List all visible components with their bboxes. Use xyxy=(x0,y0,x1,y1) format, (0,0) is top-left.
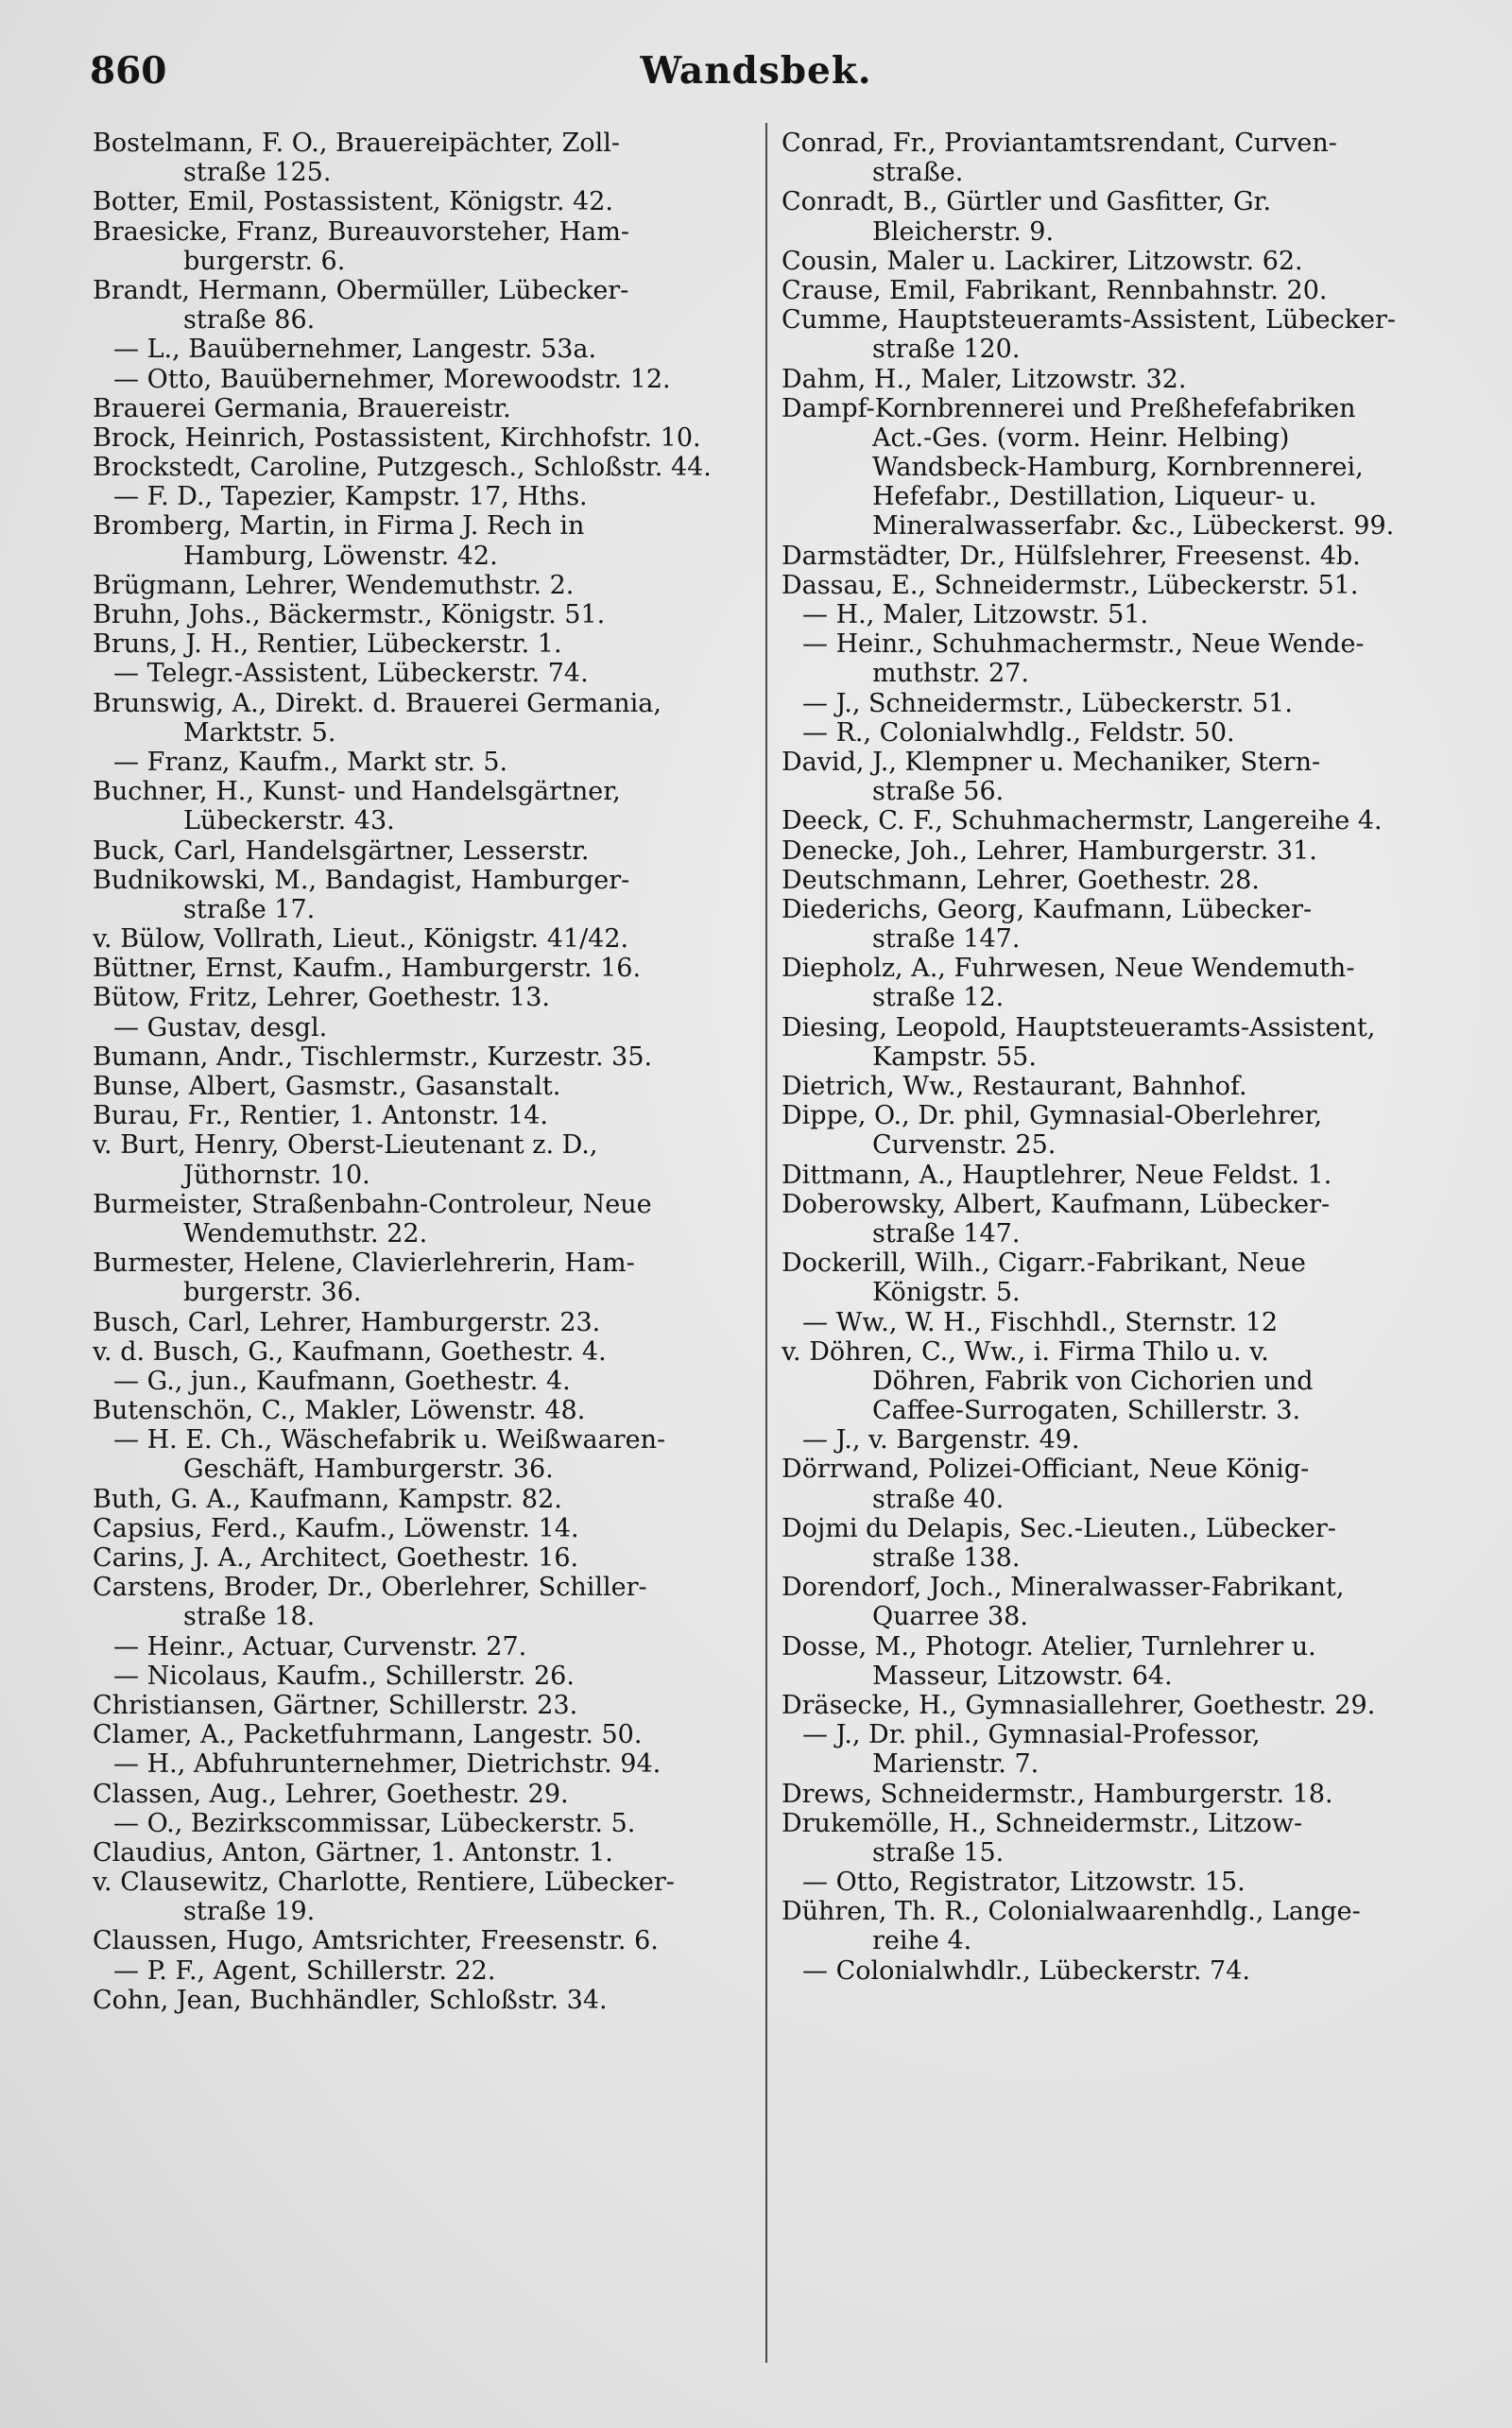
entry-name-line: Carins, J. A., Architect, Goethestr. 16. xyxy=(93,1543,579,1573)
entry-continuation-line: Act.-Ges. (vorm. Heinr. Helbing) xyxy=(872,422,1290,453)
directory-entry xyxy=(782,129,1454,187)
entry-continuation-line: straße 40. xyxy=(872,1484,1005,1514)
entry-name-line: Dosse, M., Photogr. Atelier, Turnlehrer u. xyxy=(782,1631,1316,1662)
entry-name-line: Diederichs, Georg, Kaufmann, Lübecker- xyxy=(782,894,1313,924)
entry-continuation-line: straße 125. xyxy=(183,158,332,188)
entry-name-line: Doberowsky, Albert, Kaufmann, Lübecker- xyxy=(782,1189,1331,1219)
directory-entry xyxy=(93,629,754,659)
entry-name-line: — Nicolaus, Kaufm., Schillerstr. 26. xyxy=(113,1661,575,1691)
directory-entry xyxy=(782,365,1454,394)
directory-entry xyxy=(782,895,1454,954)
entry-continuation-line: Döhren, Fabrik von Cichorien und xyxy=(872,1366,1314,1396)
entry-name-line: Claudius, Anton, Gärtner, 1. Antonstr. 1. xyxy=(93,1837,613,1868)
directory-entry xyxy=(93,1367,754,1396)
directory-entry xyxy=(782,866,1454,895)
directory-entry xyxy=(93,659,754,688)
directory-entry xyxy=(93,511,754,570)
directory-entry xyxy=(782,187,1454,246)
entry-name-line: Dampf-Kornbrennerei und Preßhefefabriken xyxy=(782,393,1356,423)
page-number: 860 xyxy=(90,49,167,93)
entry-name-line: Dippe, O., Dr. phil, Gymnasial-Oberlehrer, xyxy=(782,1101,1323,1131)
directory-entry xyxy=(782,1780,1454,1809)
entry-continuation-line: Curvenstr. 25. xyxy=(872,1130,1057,1161)
directory-entry xyxy=(93,1691,754,1720)
entry-continuation-line: Marktstr. 5. xyxy=(183,717,336,748)
entry-name-line: Busch, Carl, Lehrer, Hamburgerstr. 23. xyxy=(93,1307,601,1337)
entry-continuation-line: straße 120. xyxy=(872,335,1021,365)
entry-name-line: Dassau, E., Schneidermstr., Lübeckerstr. 51. xyxy=(782,570,1359,600)
directory-entry xyxy=(782,1632,1454,1691)
entry-name-line: Cumme, Hauptsteueramts-Assistent, Lübecker- xyxy=(782,305,1397,336)
entry-name-line: Brügmann, Lehrer, Wendemuthstr. 2. xyxy=(93,570,575,600)
entry-name-line: Dietrich, Ww., Restaurant, Bahnhof. xyxy=(782,1072,1247,1101)
directory-entry xyxy=(93,571,754,600)
entry-name-line: Dahm, H., Maler, Litzowstr. 32. xyxy=(782,364,1187,394)
entry-continuation-line: straße 12. xyxy=(872,983,1005,1013)
entry-name-line: — H. E. Ch., Wäschefabrik u. Weißwaaren- xyxy=(113,1425,666,1455)
directory-entry xyxy=(93,1013,754,1042)
entry-name-line: — H., Maler, Litzowstr. 51. xyxy=(802,600,1149,629)
directory-entry xyxy=(782,394,1454,542)
entry-name-line: — L., Bauübernehmer, Langestr. 53a. xyxy=(113,335,597,365)
directory-entry xyxy=(93,1868,754,1926)
directory-entry xyxy=(93,1986,754,2015)
entry-name-line: Conrad, Fr., Proviantamtsrendant, Curven- xyxy=(782,129,1337,158)
entry-name-line: Bostelmann, F. O., Brauereipächter, Zoll- xyxy=(93,129,621,158)
entry-continuation-line: Geschäft, Hamburgerstr. 36. xyxy=(183,1455,554,1485)
directory-entry xyxy=(93,187,754,216)
entry-continuation-line: Caffee-Surrogaten, Schillerstr. 3. xyxy=(872,1396,1301,1426)
entry-continuation-line: Wandsbeck-Hamburg, Kornbrennerei, xyxy=(872,453,1364,483)
directory-entry xyxy=(93,1396,754,1425)
entry-name-line: Braesicke, Franz, Bureauvorsteher, Ham- xyxy=(93,216,630,247)
directory-entry xyxy=(782,1101,1454,1160)
entry-continuation-line: burgerstr. 36. xyxy=(183,1278,362,1308)
entry-name-line: — P. F., Agent, Schillerstr. 22. xyxy=(113,1955,496,1986)
entry-name-line: Capsius, Ferd., Kaufm., Löwenstr. 14. xyxy=(93,1513,579,1543)
entry-name-line: Dojmi du Delapis, Sec.-Lieuten., Lübecker- xyxy=(782,1513,1336,1543)
entry-name-line: — O., Bezirkscommissar, Lübeckerstr. 5. xyxy=(113,1808,636,1838)
entry-name-line: — H., Abfuhrunternehmer, Dietrichstr. 94. xyxy=(113,1749,662,1780)
directory-entry xyxy=(93,453,754,482)
directory-entry xyxy=(782,1161,1454,1190)
directory-entry xyxy=(782,1425,1454,1455)
entry-name-line: Bruhn, Johs., Bäckermstr., Königstr. 51. xyxy=(93,600,606,629)
directory-entry xyxy=(93,276,754,335)
directory-entry xyxy=(782,806,1454,835)
entry-continuation-line: Kampstr. 55. xyxy=(872,1042,1037,1072)
entry-name-line: Brock, Heinrich, Postassistent, Kirchhofstr. 10. xyxy=(93,422,701,453)
entry-name-line: Drukemölle, H., Schneidermstr., Litzow- xyxy=(782,1808,1303,1838)
entry-continuation-line: straße 17. xyxy=(183,894,316,924)
entry-name-line: Classen, Aug., Lehrer, Goethestr. 29. xyxy=(93,1779,569,1809)
entry-continuation-line: Masseur, Litzowstr. 64. xyxy=(872,1661,1173,1691)
directory-entry xyxy=(93,1809,754,1838)
directory-entry xyxy=(93,689,754,748)
page-header xyxy=(0,49,1512,106)
entry-continuation-line: straße 18. xyxy=(183,1602,316,1632)
entry-name-line: David, J., Klempner u. Mechaniker, Stern- xyxy=(782,747,1321,777)
entry-name-line: Denecke, Joh., Lehrer, Hamburgerstr. 31. xyxy=(782,835,1317,866)
directory-entry xyxy=(782,1691,1454,1720)
entry-continuation-line: straße 147. xyxy=(872,1218,1021,1248)
directory-entry xyxy=(93,1956,754,1986)
entry-name-line: — F. D., Tapezier, Kampstr. 17, Hths. xyxy=(113,482,588,512)
directory-entry xyxy=(93,1573,754,1631)
directory-entry xyxy=(93,924,754,954)
directory-entry xyxy=(93,1780,754,1809)
entry-continuation-line: reihe 4. xyxy=(872,1926,972,1956)
directory-entry xyxy=(782,1897,1454,1955)
directory-entry xyxy=(782,1190,1454,1248)
directory-entry xyxy=(782,1809,1454,1868)
entry-name-line: Deeck, C. F., Schuhmachermstr, Langereihe 4. xyxy=(782,806,1383,836)
entry-name-line: Dörrwand, Polizei-Officiant, Neue König- xyxy=(782,1455,1310,1485)
entry-name-line: Carstens, Broder, Dr., Oberlehrer, Schiller- xyxy=(93,1573,647,1603)
entry-name-line: Cohn, Jean, Buchhändler, Schloßstr. 34. xyxy=(93,1985,608,2015)
directory-entry xyxy=(93,1130,754,1189)
directory-entry xyxy=(93,1248,754,1307)
entry-name-line: — Heinr., Actuar, Curvenstr. 27. xyxy=(113,1631,527,1662)
entry-continuation-line: Königstr. 5. xyxy=(872,1278,1021,1308)
directory-entry xyxy=(93,365,754,394)
entry-continuation-line: Jüthornstr. 10. xyxy=(183,1160,370,1190)
entry-name-line: — Colonialwhdlr., Lübeckerstr. 74. xyxy=(802,1955,1250,1986)
directory-entry xyxy=(782,1720,1454,1779)
directory-entry xyxy=(782,1573,1454,1631)
directory-entry xyxy=(93,394,754,423)
entry-name-line: Bunse, Albert, Gasmstr., Gasanstalt. xyxy=(93,1072,561,1101)
directory-entry xyxy=(93,482,754,511)
entry-continuation-line: burgerstr. 6. xyxy=(183,246,346,276)
directory-entry xyxy=(93,335,754,364)
directory-entry xyxy=(93,1072,754,1101)
directory-entry xyxy=(782,542,1454,571)
directory-entry xyxy=(93,600,754,629)
entry-name-line: Diepholz, A., Fuhrwesen, Neue Wendemuth- xyxy=(782,954,1355,984)
entry-name-line: v. Clausewitz, Charlotte, Rentiere, Lübecker- xyxy=(93,1868,675,1898)
directory-entry xyxy=(782,1337,1454,1426)
directory-entry xyxy=(93,1101,754,1130)
entry-name-line: Dühren, Th. R., Colonialwaarenhdlg., Lange- xyxy=(782,1897,1361,1927)
entry-name-line: Burmester, Helene, Clavierlehrerin, Ham- xyxy=(93,1248,635,1279)
entry-name-line: Botter, Emil, Postassistent, Königstr. 42. xyxy=(93,187,613,217)
directory-entry xyxy=(782,600,1454,629)
directory-entry xyxy=(782,1248,1454,1307)
entry-continuation-line: Hefefabr., Destillation, Liqueur- u. xyxy=(872,482,1317,512)
entry-name-line: Dorendorf, Joch., Mineralwasser-Fabrikant, xyxy=(782,1573,1345,1603)
directory-entry xyxy=(93,217,754,276)
entry-name-line: Crause, Emil, Fabrikant, Rennbahnstr. 20. xyxy=(782,275,1328,305)
entry-name-line: v. Döhren, C., Ww., i. Firma Thilo u. v. xyxy=(782,1336,1269,1367)
entry-continuation-line: straße 15. xyxy=(872,1837,1005,1868)
entry-name-line: — J., v. Bargenstr. 49. xyxy=(802,1425,1080,1455)
directory-entry xyxy=(93,954,754,983)
directory-entry xyxy=(93,748,754,777)
entry-name-line: Burmeister, Straßenbahn-Controleur, Neue xyxy=(93,1189,652,1219)
directory-entry xyxy=(93,777,754,835)
entry-name-line: Bromberg, Martin, in Firma J. Rech in xyxy=(93,511,585,542)
entry-name-line: Brauerei Germania, Brauereistr. xyxy=(93,393,511,423)
directory-entry xyxy=(93,1190,754,1248)
directory-entry xyxy=(782,1514,1454,1573)
column-divider xyxy=(765,123,767,2363)
directory-entry xyxy=(93,866,754,924)
entry-continuation-line: Wendemuthstr. 22. xyxy=(183,1218,428,1248)
entry-name-line: — Heinr., Schuhmachermstr., Neue Wende- xyxy=(802,629,1365,660)
directory-entry xyxy=(93,1632,754,1662)
entry-name-line: v. d. Busch, G., Kaufmann, Goethestr. 4. xyxy=(93,1336,607,1367)
entry-continuation-line: straße 147. xyxy=(872,924,1021,955)
entry-continuation-line: Lübeckerstr. 43. xyxy=(183,806,395,836)
directory-entry xyxy=(782,571,1454,600)
entry-name-line: Christiansen, Gärtner, Schillerstr. 23. xyxy=(93,1690,578,1720)
directory-entry xyxy=(782,1455,1454,1513)
entry-name-line: — Otto, Registrator, Litzowstr. 15. xyxy=(802,1868,1246,1898)
entry-name-line: Clamer, A., Packetfuhrmann, Langestr. 50. xyxy=(93,1720,643,1750)
directory-entry xyxy=(782,718,1454,748)
entry-name-line: Deutschmann, Lehrer, Goethestr. 28. xyxy=(782,865,1260,895)
directory-entry xyxy=(782,1308,1454,1337)
directory-entry xyxy=(782,629,1454,688)
entry-continuation-line: straße. xyxy=(872,158,964,188)
directory-entry xyxy=(782,305,1454,364)
directory-entry xyxy=(93,1485,754,1514)
directory-entry xyxy=(782,689,1454,718)
entry-continuation-line: straße 19. xyxy=(183,1897,316,1927)
entry-name-line: v. Burt, Henry, Oberst-Lieutenant z. D., xyxy=(93,1130,598,1161)
directory-entry xyxy=(93,1308,754,1337)
directory-entry xyxy=(93,1042,754,1072)
entry-name-line: Brockstedt, Caroline, Putzgesch., Schloßstr. 44. xyxy=(93,453,712,483)
directory-entry xyxy=(782,954,1454,1012)
entry-name-line: Claussen, Hugo, Amtsrichter, Freesenstr. 6. xyxy=(93,1926,659,1956)
directory-entry xyxy=(93,129,754,187)
entry-name-line: Bumann, Andr., Tischlermstr., Kurzestr. 35. xyxy=(93,1042,653,1072)
directory-entry xyxy=(93,1749,754,1779)
entry-name-line: Büttner, Ernst, Kaufm., Hamburgerstr. 16. xyxy=(93,954,642,984)
directory-entry xyxy=(782,247,1454,276)
right-column xyxy=(782,129,1454,1986)
running-head-title: Wandsbek. xyxy=(640,49,872,93)
entry-name-line: Dittmann, A., Hauptlehrer, Neue Feldst. 1. xyxy=(782,1160,1332,1190)
entry-name-line: Darmstädter, Dr., Hülfslehrer, Freesenst. 4b. xyxy=(782,541,1361,571)
entry-continuation-line: Hamburg, Löwenstr. 42. xyxy=(183,541,498,571)
directory-entry xyxy=(93,1543,754,1573)
entry-name-line: Bruns, J. H., Rentier, Lübeckerstr. 1. xyxy=(93,629,562,660)
entry-name-line: Budnikowski, M., Bandagist, Hamburger- xyxy=(93,865,630,895)
entry-name-line: Brandt, Hermann, Obermüller, Lübecker- xyxy=(93,275,629,305)
entry-name-line: v. Bülow, Vollrath, Lieut., Königstr. 41/42. xyxy=(93,924,629,955)
entry-name-line: — Gustav, desgl. xyxy=(113,1012,328,1042)
directory-entry xyxy=(93,1926,754,1955)
entry-name-line: Dräsecke, H., Gymnasiallehrer, Goethestr. 29. xyxy=(782,1690,1376,1720)
entry-name-line: Cousin, Maler u. Lackirer, Litzowstr. 62. xyxy=(782,246,1303,276)
entry-name-line: — Telegr.-Assistent, Lübeckerstr. 74. xyxy=(113,659,589,689)
directory-entry xyxy=(93,1337,754,1367)
directory-entry xyxy=(93,1662,754,1691)
entry-name-line: Conradt, B., Gürtler und Gasfitter, Gr. xyxy=(782,187,1272,217)
entry-name-line: Burau, Fr., Rentier, 1. Antonstr. 14. xyxy=(93,1101,548,1131)
directory-entry xyxy=(782,1072,1454,1101)
entry-name-line: Diesing, Leopold, Hauptsteueramts-Assistent, xyxy=(782,1012,1376,1042)
directory-entry xyxy=(782,1868,1454,1897)
entry-continuation-line: straße 86. xyxy=(183,305,316,336)
directory-entry xyxy=(782,1956,1454,1986)
entry-name-line: Butenschön, C., Makler, Löwenstr. 48. xyxy=(93,1396,586,1426)
entry-continuation-line: Marienstr. 7. xyxy=(872,1749,1040,1780)
entry-name-line: — J., Dr. phil., Gymnasial-Professor, xyxy=(802,1720,1261,1750)
entry-continuation-line: Mineralwasserfabr. &c., Lübeckerst. 99. xyxy=(872,511,1395,542)
entry-continuation-line: straße 56. xyxy=(872,777,1005,807)
entry-name-line: Buth, G. A., Kaufmann, Kampstr. 82. xyxy=(93,1484,562,1514)
entry-name-line: Drews, Schneidermstr., Hamburgerstr. 18. xyxy=(782,1779,1333,1809)
entry-name-line: Buck, Carl, Handelsgärtner, Lesserstr. xyxy=(93,835,590,866)
entry-name-line: Brunswig, A., Direkt. d. Brauerei Germania, xyxy=(93,688,662,718)
directory-entry xyxy=(93,836,754,866)
directory-entry xyxy=(93,1838,754,1868)
entry-name-line: — J., Schneidermstr., Lübeckerstr. 51. xyxy=(802,688,1293,718)
entry-name-line: Dockerill, Wilh., Cigarr.-Fabrikant, Neue xyxy=(782,1248,1306,1279)
directory-entry xyxy=(93,1425,754,1484)
directory-entry xyxy=(782,1013,1454,1072)
entry-name-line: Buchner, H., Kunst- und Handelsgärtner, xyxy=(93,777,621,807)
entry-continuation-line: Quarree 38. xyxy=(872,1602,1028,1632)
directory-entry xyxy=(782,836,1454,866)
entry-continuation-line: muthstr. 27. xyxy=(872,659,1029,689)
directory-entry xyxy=(93,423,754,453)
entry-name-line: — G., jun., Kaufmann, Goethestr. 4. xyxy=(113,1366,571,1396)
directory-entry xyxy=(93,1720,754,1749)
left-column xyxy=(93,129,754,2015)
entry-name-line: — Otto, Bauübernehmer, Morewoodstr. 12. xyxy=(113,364,671,394)
directory-entry xyxy=(782,748,1454,806)
directory-entry xyxy=(782,276,1454,305)
entry-continuation-line: straße 138. xyxy=(872,1543,1021,1573)
entry-name-line: — Franz, Kaufm., Markt str. 5. xyxy=(113,747,508,777)
entry-name-line: — R., Colonialwhdlg., Feldstr. 50. xyxy=(802,717,1235,748)
entry-name-line: — Ww., W. H., Fischhdl., Sternstr. 12 xyxy=(802,1307,1279,1337)
directory-entry xyxy=(93,983,754,1012)
entry-name-line: Bütow, Fritz, Lehrer, Goethestr. 13. xyxy=(93,983,550,1013)
entry-continuation-line: Bleicherstr. 9. xyxy=(872,216,1055,247)
directory-entry xyxy=(93,1514,754,1543)
